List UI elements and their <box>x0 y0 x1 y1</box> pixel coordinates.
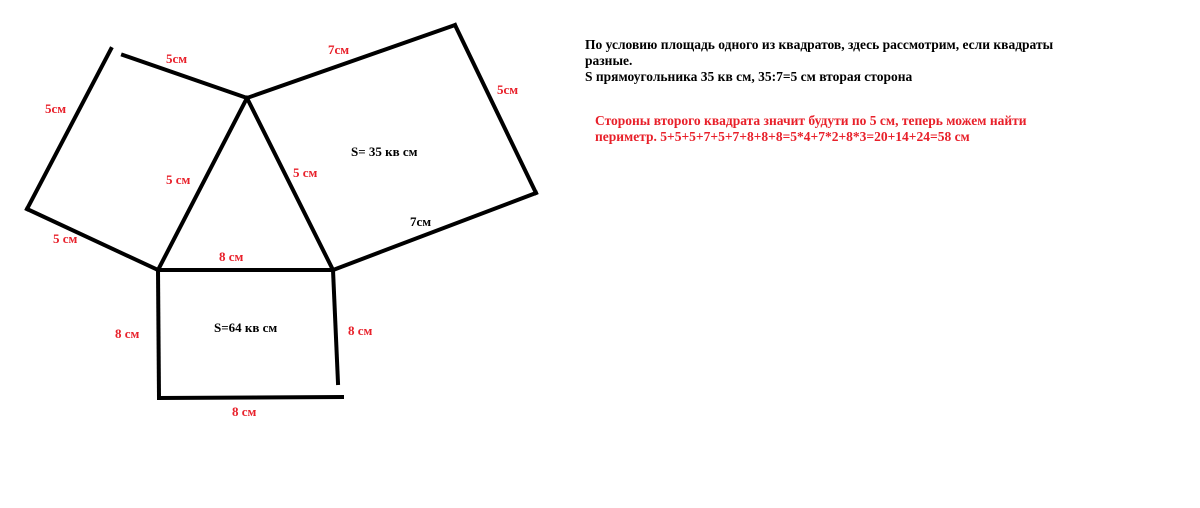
triangle-right-edge <box>247 98 333 270</box>
note-line: периметр. 5+5+5+7+5+7+8+8+8=5*4+7*2+8*3=20+14+24=58 см <box>595 129 970 144</box>
bottom-square-bottom-label: 8 см <box>232 404 257 419</box>
triangle-base-label: 8 см <box>219 249 244 264</box>
left-square-top-label: 5см <box>166 51 188 66</box>
bottom-square-right-edge <box>333 270 338 383</box>
triangle-right-label: 5 см <box>293 165 318 180</box>
bottom-square-left-edge <box>158 270 159 398</box>
note-line: По условию площадь одного из квадратов, здесь рассмотрим, если квадраты <box>585 37 1054 52</box>
rectangle-bottom-label: 7см <box>410 214 432 229</box>
note-line: разные. <box>585 53 633 68</box>
rectangle-area-label: S= 35 кв см <box>351 144 418 159</box>
rectangle-top-edge <box>247 25 455 98</box>
bottom-square-bottom-edge <box>159 397 342 398</box>
bottom-square-area-label: S=64 кв см <box>214 320 278 335</box>
left-square-bottom-label: 5 см <box>53 231 78 246</box>
rectangle-right-edge <box>455 25 536 193</box>
triangle-left-label: 5 см <box>166 172 191 187</box>
left-square-left-edge <box>27 49 111 209</box>
bottom-square-right-label: 8 см <box>348 323 373 338</box>
left-square-bottom-edge <box>27 209 158 270</box>
note-line: Стороны второго квадрата значит будути по 5 см, теперь можем найти <box>595 113 1027 128</box>
left-square-left-label: 5см <box>45 101 67 116</box>
perimeter-notes <box>595 113 1115 145</box>
rectangle-top-label: 7см <box>328 42 350 57</box>
rectangle-bottom-edge <box>333 193 536 270</box>
solution-notes <box>585 37 1145 85</box>
rectangle-right-label: 5см <box>497 82 519 97</box>
bottom-square-left-label: 8 см <box>115 326 140 341</box>
note-line: S прямоугольника 35 кв см, 35:7=5 см вторая сторона <box>585 69 913 84</box>
